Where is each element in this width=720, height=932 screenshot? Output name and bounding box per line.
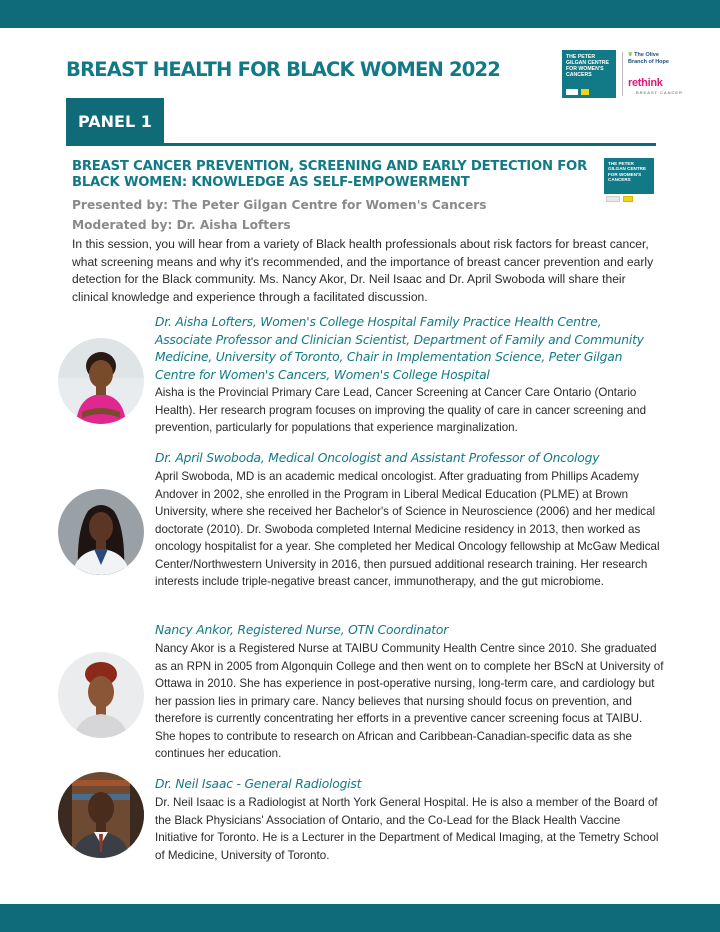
speaker-name: Dr. Aisha Lofters, Women's College Hospital Family Practice Health Centre, Associate Professor and Clinician Scientist, Department of Family and Community Medicine, University of Toronto, Chair in Implementation Science, Peter Gilgan Centre for Women's Cancers, Women's College Hospital xyxy=(155,315,644,382)
peter-gilgan-logo-text: THE PETER GILGAN CENTRE FOR WOMEN'S CANCERS xyxy=(566,54,609,78)
speaker-bio: Aisha is the Provincial Primary Care Lead, Cancer Screening at Cancer Care Ontario (Ontario Health). Her research program focuses on improving the quality of care in cancer screening and prevention, particularly for populations that experience marginalization. xyxy=(155,386,647,434)
avatar-nancy-akor xyxy=(58,652,144,738)
speaker-bio: April Swoboda, MD is an academic medical oncologist. After graduating from Phillips Academy Andover in 2002, she enrolled in the Program in Liberal Medical Education (PLME) at Brown University, where she received her Bachelor's of Science in Neuroscience (2006) and her medical doctorate (2010). Dr. Swoboda completed Internal Medicine residency in 2013, then worked as oncology hospitalist for a year. She completed her Medical Oncology fellowship at McGaw Medical Center/Northwestern University in 2016, then pursued additional research training. Her research interests include triple-negative breast cancer, immunotherapy, and the gut microbiome. xyxy=(155,470,660,588)
session-title: BREAST CANCER PREVENTION, SCREENING AND EARLY DETECTION FOR BLACK WOMEN: KNOWLEDGE AS SELF-EMPOWERMENT xyxy=(72,159,588,190)
speaker-name: Dr. Neil Isaac - General Radiologist xyxy=(155,777,362,791)
speaker-bio: Nancy Akor is a Registered Nurse at TAIBU Community Health Centre since 2010. She graduated as an RPN in 2005 from Algonquin College and then went on to complete her BScN at University of Ottawa in 2010. She has experience in post-operative nursing, long-term care, and cardiology but her passion lies in primary care. Nancy believes that nursing should focus on prevention, and therefore is currently concentrating her efforts in a preventive cancer screening focus at TAIBU. She hopes to contribute to research on African and Caribbean-Canadian-specific data as she continues her education. xyxy=(155,642,664,760)
logo-divider xyxy=(622,52,623,96)
speaker-name: Nancy Ankor, Registered Nurse, OTN Coordinator xyxy=(155,623,449,637)
rethink-logo: rethink xyxy=(628,77,663,89)
moderated-by: Moderated by: Dr. Aisha Lofters xyxy=(72,218,291,232)
avatar-aisha-lofters xyxy=(58,338,144,424)
olive-branch-logo-text: The Olive Branch of Hope xyxy=(628,52,669,65)
peter-gilgan-logo-small-text: THE PETER GILGAN CENTRE FOR WOMEN'S CANCERS xyxy=(608,161,647,183)
peter-gilgan-logo-small xyxy=(604,158,654,194)
partner-logos-small xyxy=(606,196,633,202)
panel-divider xyxy=(66,143,656,146)
panel-label: PANEL 1 xyxy=(78,112,152,131)
peter-gilgan-logo xyxy=(562,50,616,98)
rethink-logo-subtitle: BREAST CANCER xyxy=(636,90,683,95)
presented-by: Presented by: The Peter Gilgan Centre for Women's Cancers xyxy=(72,198,487,212)
bottom-banner xyxy=(0,904,720,932)
speaker-name: Dr. April Swoboda, Medical Oncologist and Assistant Professor of Oncology xyxy=(155,451,600,465)
speaker-bio: Dr. Neil Isaac is a Radiologist at North York General Hospital. He is also a member of the Board of the Black Physicians' Association of Ontario, and the Co-Lead for the Black Health Vaccine Initiative for Toronto. He is a Lecturer in the Department of Medical Imaging, at the Temetry School of Medicine, University of Toronto. xyxy=(155,796,659,862)
avatar-april-swoboda xyxy=(58,489,144,575)
top-banner xyxy=(0,0,720,28)
session-intro: In this session, you will hear from a variety of Black health professionals about risk factors for breast cancer, what screening means and why it's recommended, and the importance of breast cancer prevention and early detection for the Black community. Ms. Nancy Akor, Dr. Neil Isaac and Dr. April Swoboda will share their clinical knowledge and experience through a facilitated discussion. xyxy=(72,237,654,304)
avatar-neil-isaac xyxy=(58,772,144,858)
page-title: BREAST HEALTH FOR BLACK WOMEN 2022 xyxy=(66,58,501,81)
olive-branch-logo: ❦ The Olive Branch of Hope xyxy=(628,52,669,65)
